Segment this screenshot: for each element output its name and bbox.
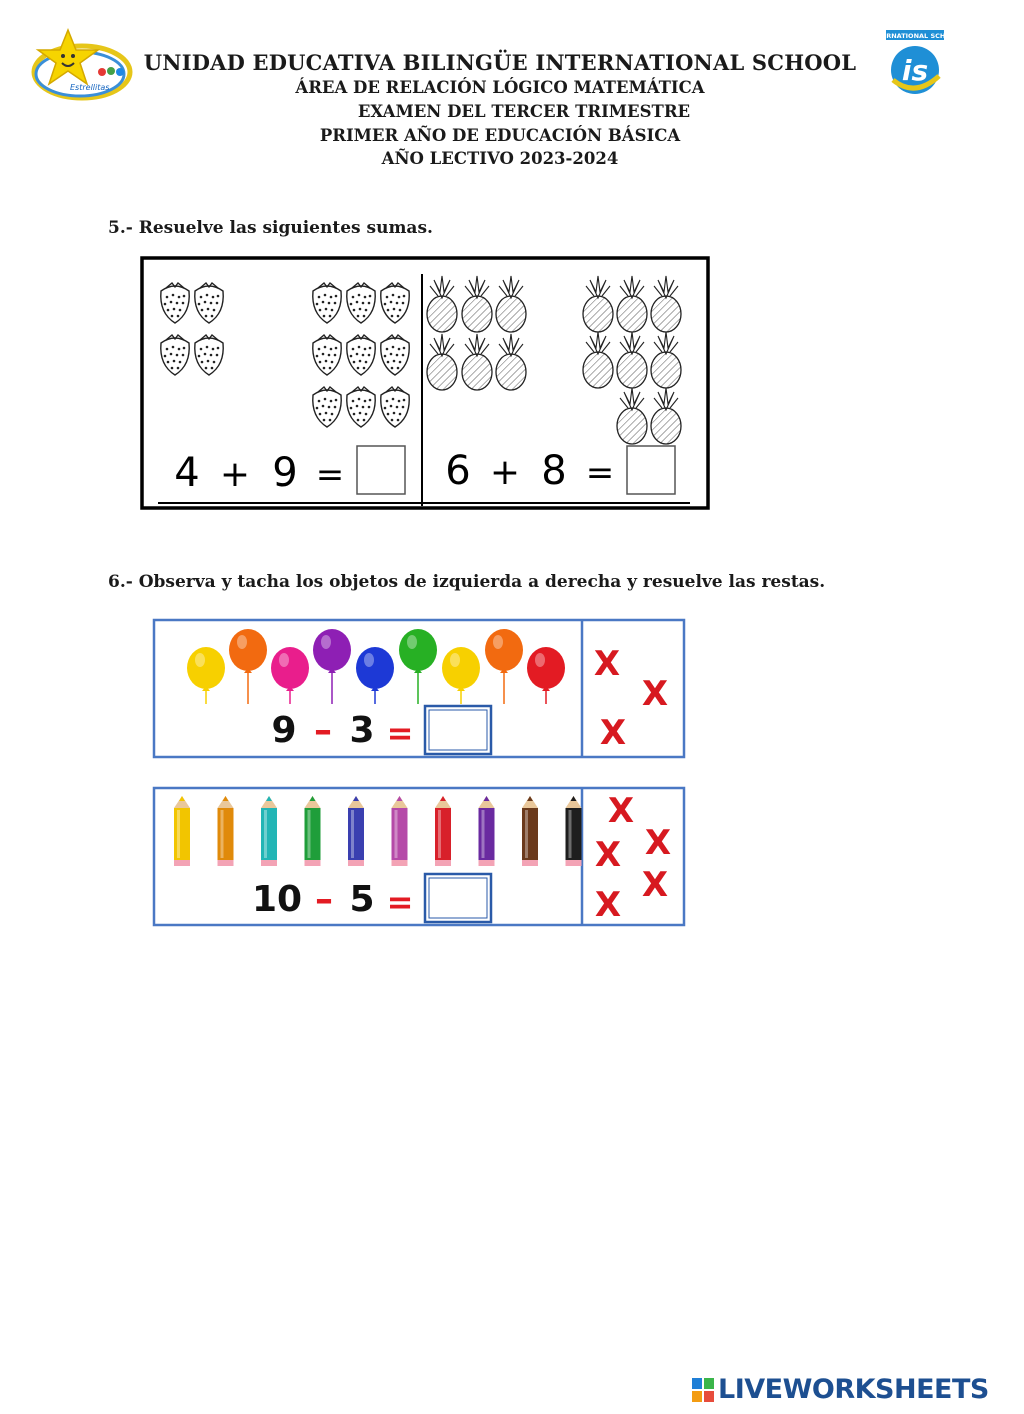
q5-right-a: 6	[445, 448, 471, 494]
q5-right-eq: =	[585, 453, 615, 493]
liveworksheets-logo-icon	[692, 1378, 714, 1402]
q5-right-answer-box[interactable]	[627, 446, 675, 494]
pencil-icon[interactable]	[261, 796, 277, 866]
pencil-icon[interactable]	[479, 796, 495, 866]
liveworksheets-text: LIVEWORKSHEETS	[718, 1374, 989, 1405]
q5-left-a: 4	[174, 450, 200, 496]
cross-mark[interactable]: X	[594, 885, 622, 925]
pencil-icon[interactable]	[218, 796, 234, 866]
area-title: ÁREA DE RELACIÓN LÓGICO MATEMÁTICA	[295, 78, 705, 97]
svg-text:Estrellitas: Estrellitas	[70, 83, 110, 92]
q6-row1-eq: =	[386, 714, 414, 752]
q6-row1-b: 3	[349, 710, 375, 751]
strawberry-group-9	[313, 283, 409, 427]
q6-row2-eq: =	[386, 883, 414, 921]
subtraction-pencils-box	[152, 786, 686, 928]
cross-mark[interactable]: X	[593, 644, 621, 684]
q5-left-op: +	[219, 454, 251, 495]
svg-text:is: is	[901, 54, 929, 87]
subtraction-balloons-box	[152, 618, 686, 760]
q5-left-b: 9	[272, 450, 298, 496]
svg-text:INTERNATIONAL SCHOOL: INTERNATIONAL SCHOOL	[869, 32, 961, 40]
question-5-instruction: 5.- Resuelve las siguientes sumas.	[108, 218, 433, 238]
pencil-icon[interactable]	[348, 796, 364, 866]
q6-row2-a: 10	[251, 879, 303, 920]
school-name: UNIDAD EDUCATIVA BILINGÜE INTERNATIONAL SCHOOL	[143, 50, 857, 75]
question-6-instruction: 6.- Observa y tacha los objetos de izquierda a derecha y resuelve las restas.	[108, 572, 826, 592]
pencil-icon[interactable]	[522, 796, 538, 866]
pencil-icon[interactable]	[392, 796, 408, 866]
cross-mark[interactable]: X	[641, 674, 669, 714]
addition-exercise-box	[140, 256, 710, 510]
liveworksheets-brand	[692, 1374, 992, 1406]
q6-row1-a: 9	[271, 710, 297, 751]
q5-right-b: 8	[541, 448, 567, 494]
q6-row2-answer-box[interactable]	[425, 874, 491, 922]
cross-mark[interactable]: X	[594, 835, 622, 875]
grade-title: PRIMER AÑO DE EDUCACIÓN BÁSICA	[319, 126, 681, 145]
cross-mark[interactable]: X	[599, 713, 627, 753]
q5-left-eq: =	[315, 455, 345, 495]
year-title: AÑO LECTIVO 2023-2024	[381, 149, 619, 168]
q6-row1-op: –	[314, 710, 332, 751]
q6-row2-op: –	[315, 879, 333, 920]
pencil-icon[interactable]	[174, 796, 190, 866]
q5-right-op: +	[489, 452, 521, 493]
pencil-icon[interactable]	[305, 796, 321, 866]
q6-row1-answer-box[interactable]	[425, 706, 491, 754]
cross-mark[interactable]: X	[644, 823, 672, 863]
q5-left-answer-box[interactable]	[357, 446, 405, 494]
q6-row2-b: 5	[349, 879, 375, 920]
cross-mark[interactable]: X	[641, 865, 669, 905]
exam-title: EXAMEN DEL TERCER TRIMESTRE	[357, 102, 691, 121]
pencil-icon[interactable]	[566, 796, 582, 866]
pencil-icon[interactable]	[435, 796, 451, 866]
cross-mark[interactable]: X	[607, 791, 635, 831]
